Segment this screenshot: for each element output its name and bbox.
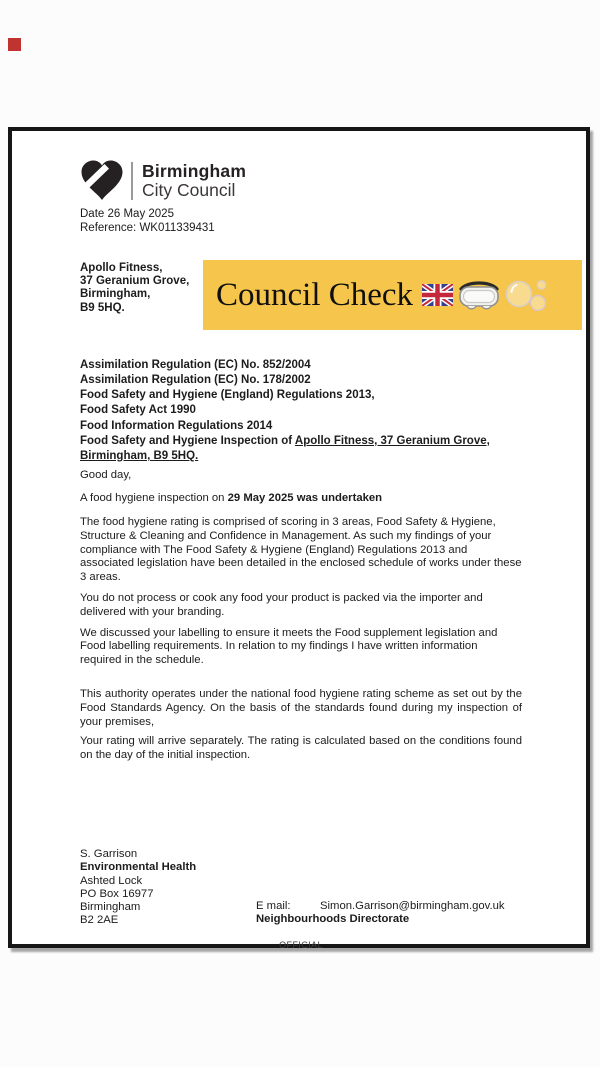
regulation-line: Assimilation Regulation (EC) No. 178/2002	[80, 374, 311, 387]
reference-line: Reference: WK011339431	[80, 221, 215, 234]
contact-block	[256, 900, 556, 926]
inspection-sentence-bold: 29 May 2025 was undertaken	[227, 491, 383, 504]
letter-meta	[80, 208, 522, 235]
inspection-subject: Apollo Fitness, 37 Geranium Grove, Birmingham, B9 5HQ.	[80, 434, 490, 463]
inspection-date-sentence	[80, 492, 522, 506]
recipient-line: B9 5HQ.	[80, 301, 125, 314]
logo-text-birmingham: Birmingham	[142, 161, 247, 181]
paragraph: This authority operates under the national food hygiene rating scheme as set out by the Food Standards Agency. On the basis of the standards found during my inspection of your premises,	[80, 688, 522, 728]
regulations-block	[80, 358, 522, 464]
inspection-subject-line	[80, 434, 522, 464]
letter-body	[80, 469, 522, 762]
council-logo	[80, 160, 522, 202]
uk-flag-icon	[422, 284, 453, 306]
banner-title: Council Check	[216, 276, 414, 313]
regulation-line: Food Safety and Hygiene (England) Regulations 2013,	[80, 389, 375, 402]
recipient-line: Birmingham,	[80, 288, 151, 301]
regulation-line: Food Information Regulations 2014	[80, 419, 273, 432]
council-check-banner	[203, 260, 582, 330]
recipient-line: 37 Geranium Grove,	[80, 275, 190, 288]
goggles-icon	[457, 279, 501, 311]
recipient-line: Apollo Fitness,	[80, 262, 163, 274]
signatory-address-line: B2 2AE	[80, 913, 119, 926]
email-label: E mail:	[256, 900, 291, 913]
heart-logo-icon	[80, 160, 124, 202]
date-line: Date 26 May 2025	[80, 208, 174, 220]
signatory-address-line: Ashted Lock	[80, 874, 143, 887]
signatory-address-line: Birmingham	[80, 900, 141, 913]
regulation-line: Food Safety Act 1990	[80, 404, 196, 417]
logo-text-city-council: City Council	[142, 180, 236, 200]
directorate-label: Neighbourhoods Directorate	[256, 913, 410, 926]
letter-page	[8, 127, 590, 948]
inspection-prefix: Food Safety and Hygiene Inspection of	[80, 434, 295, 447]
salutation: Good day,	[80, 469, 132, 482]
record-indicator-square	[8, 38, 21, 51]
email-address: Simon.Garrison@birmingham.gov.uk	[320, 900, 505, 913]
signature-block	[80, 848, 522, 927]
paragraph: You do not process or cook any food your product is packed via the importer and delivered with your branding.	[80, 592, 483, 618]
signatory-address-line: PO Box 16977	[80, 887, 154, 900]
bubbles-icon	[504, 279, 548, 312]
paragraph: The food hygiene rating is comprised of scoring in 3 areas, Food Safety & Hygiene, Structure & Cleaning and Confidence in Management. As such my findings of your compliance with The Food Safety & Hygiene (England) Regulations 2013 and associated legislation have been detailed in the enclosed schedule of works under these 3 areas.	[80, 516, 522, 583]
regulation-line: Assimilation Regulation (EC) No. 852/2004	[80, 358, 311, 371]
inspection-sentence-prefix: A food hygiene inspection on	[80, 491, 228, 504]
classification-label: OFFICIAL	[279, 939, 323, 950]
logo-divider	[131, 162, 133, 200]
paragraph: We discussed your labelling to ensure it meets the Food supplement legislation and Food labelling requirements. In relation to my findings I have written information required in the schedule.	[80, 626, 498, 666]
signatory-department: Environmental Health	[80, 861, 197, 874]
signatory-name: S. Garrison	[80, 848, 138, 861]
paragraph: Your rating will arrive separately. The rating is calculated based on the conditions found on the day of the initial inspection.	[80, 735, 522, 761]
